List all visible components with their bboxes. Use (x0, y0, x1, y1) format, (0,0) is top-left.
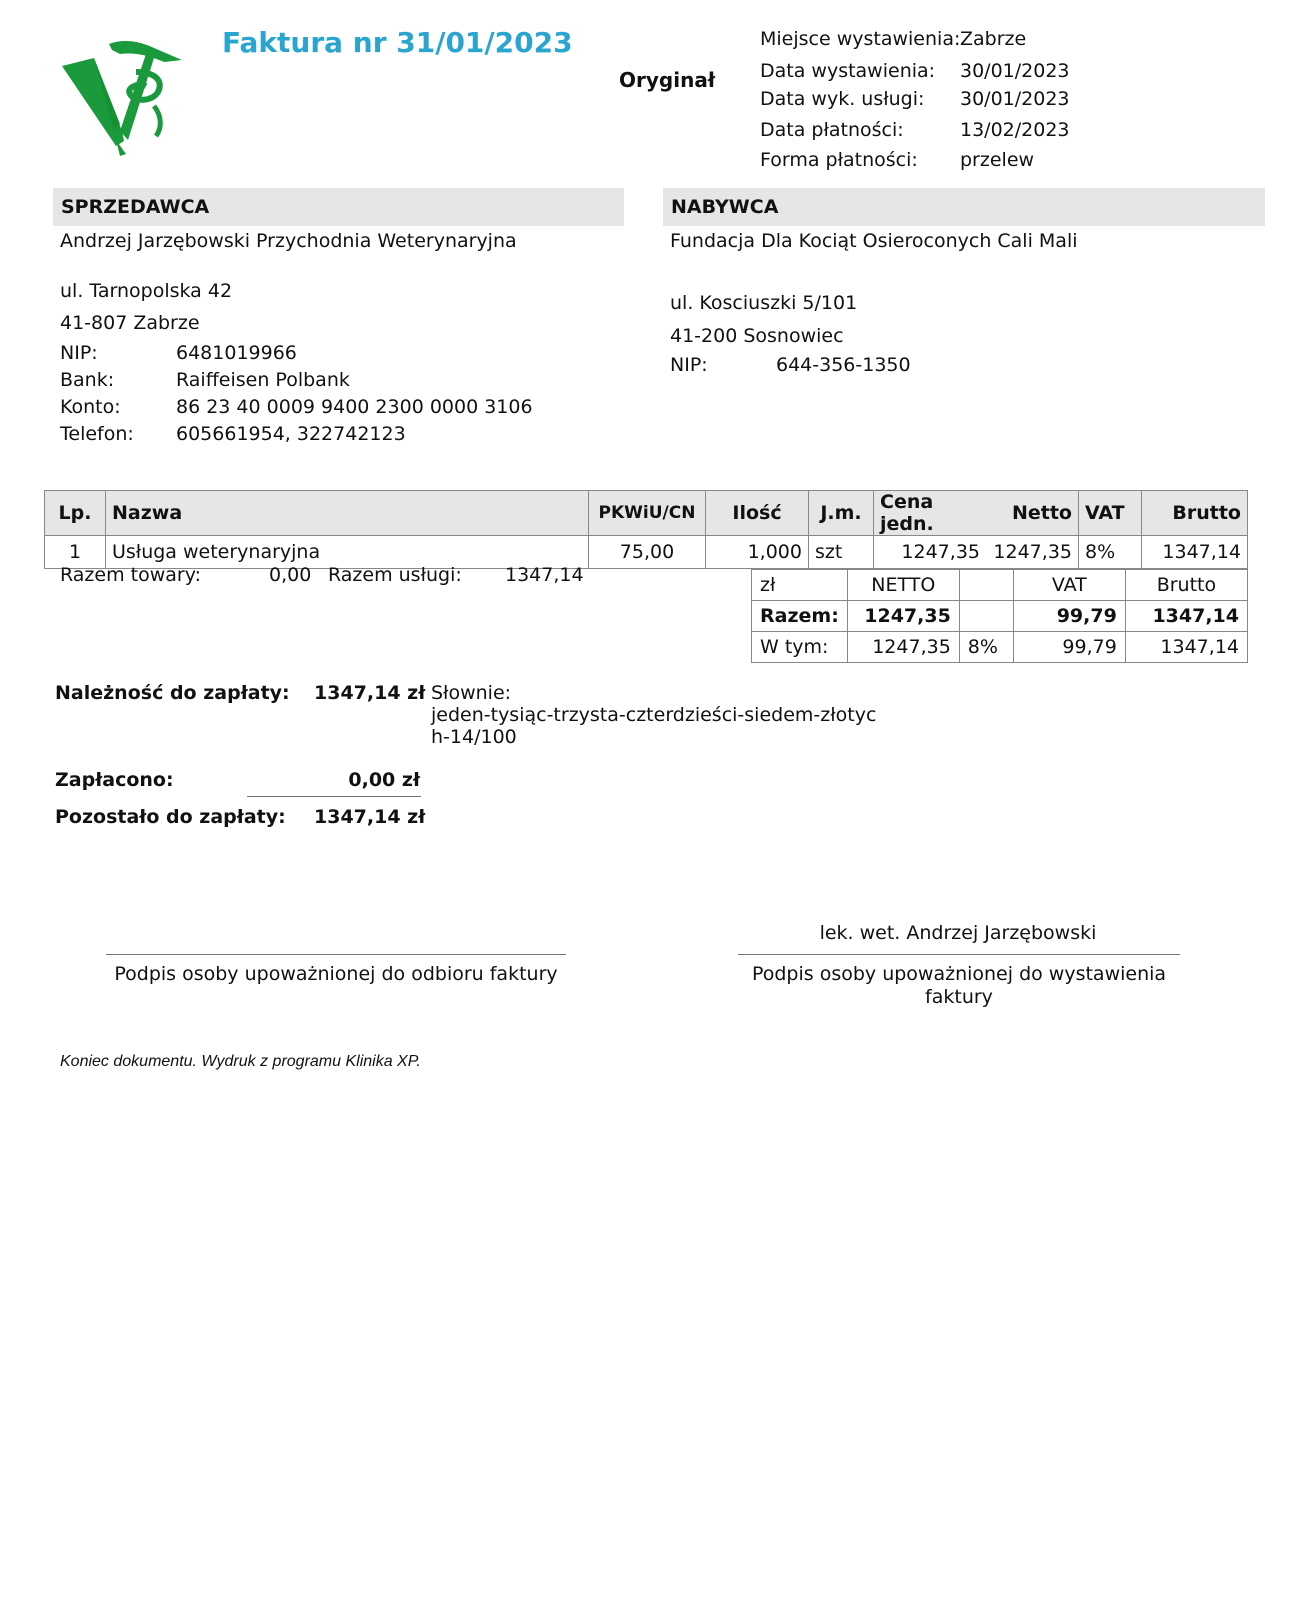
meta-value: 30/01/2023 (960, 60, 1070, 82)
amount-words-label: Słownie: (431, 682, 512, 704)
col-header: Brutto (1142, 491, 1248, 536)
meta-label: Data wyk. usługi: (760, 88, 925, 110)
seller-field-label: NIP: (60, 342, 98, 364)
seller-field-label: Konto: (60, 396, 121, 418)
meta-label: Data płatności: (760, 119, 904, 141)
cell-lp: 1 (45, 536, 106, 569)
col-header: Netto (986, 491, 1079, 536)
buyer-city: 41-200 Sosnowiec (670, 325, 844, 347)
table-row (45, 536, 1248, 569)
vat-total-rate (959, 601, 1013, 632)
vat-head-cell (959, 570, 1013, 601)
amount-words-line1: jeden-tysiąc-trzysta-czterdzieści-siedem-złotyc (431, 704, 877, 726)
items-table (44, 490, 1248, 569)
seller-phone: 605661954, 322742123 (176, 423, 406, 445)
vat-total-brutto: 1347,14 (1125, 601, 1247, 632)
vat-head-cell: VAT (1013, 570, 1125, 601)
issuer-signature-line (738, 954, 1180, 955)
issuer-signature-caption-line2: faktury (925, 986, 993, 1008)
cell-unit-price: 1247,35 (874, 536, 987, 569)
meta-value: 30/01/2023 (960, 88, 1070, 110)
vat-summary-table (751, 569, 1248, 663)
buyer-nip: 644-356-1350 (776, 354, 911, 376)
col-header: Lp. (45, 491, 106, 536)
seller-header: SPRZEDAWCA (53, 188, 624, 226)
seller-nip: 6481019966 (176, 342, 297, 364)
paid-value: 0,00 zł (348, 769, 420, 791)
col-header: Nazwa (106, 491, 589, 536)
col-header: Cena jedn. (874, 491, 987, 536)
veterinary-logo-icon (54, 36, 189, 161)
services-total-value: 1347,14 (505, 564, 584, 586)
col-header: VAT (1079, 491, 1142, 536)
meta-value: 13/02/2023 (960, 119, 1070, 141)
goods-total-label: Razem towary: (60, 564, 201, 586)
copy-label: Oryginał (619, 68, 716, 92)
seller-field-label: Telefon: (60, 423, 134, 445)
amount-words-line2: h-14/100 (431, 726, 517, 748)
buyer-nip-label: NIP: (670, 354, 708, 376)
remaining-label: Pozostało do zapłaty: (55, 806, 286, 828)
vat-total-row (752, 601, 1248, 632)
vat-header-row (752, 570, 1248, 601)
cell-netto: 1247,35 (986, 536, 1079, 569)
items-header-row (45, 491, 1248, 536)
issuer-name: lek. wet. Andrzej Jarzębowski (819, 922, 1097, 944)
goods-total-value: 0,00 (269, 564, 312, 586)
remaining-value: 1347,14 zł (314, 806, 426, 828)
vat-breakdown-vat: 99,79 (1013, 632, 1125, 663)
seller-city: 41-807 Zabrze (60, 312, 200, 334)
issuer-signature-caption-line1: Podpis osoby upoważnionej do wystawienia (751, 963, 1167, 985)
meta-label: Forma płatności: (760, 149, 918, 171)
vat-total-netto: 1247,35 (847, 601, 959, 632)
col-header: PKWiU/CN (589, 491, 706, 536)
vat-breakdown-label: W tym: (752, 632, 848, 663)
amount-due-label: Należność do zapłaty: (55, 682, 290, 704)
vat-breakdown-netto: 1247,35 (847, 632, 959, 663)
seller-name: Andrzej Jarzębowski Przychodnia Weterynaryjna (60, 230, 517, 252)
seller-street: ul. Tarnopolska 42 (60, 280, 233, 302)
cell-vat: 8% (1079, 536, 1142, 569)
meta-value: Zabrze (960, 28, 1027, 50)
seller-bank: Raiffeisen Polbank (176, 369, 350, 391)
amount-due-value: 1347,14 zł (314, 682, 426, 704)
vat-breakdown-rate: 8% (959, 632, 1013, 663)
vat-total-label: Razem: (752, 601, 848, 632)
meta-label: Miejsce wystawienia: (760, 28, 961, 50)
seller-field-label: Bank: (60, 369, 115, 391)
meta-value: przelew (960, 149, 1035, 171)
col-header: J.m. (809, 491, 874, 536)
buyer-header: NABYWCA (663, 188, 1265, 226)
cell-pkwiu: 75,00 (589, 536, 706, 569)
buyer-street: ul. Kosciuszki 5/101 (670, 292, 858, 314)
paid-label: Zapłacono: (55, 769, 174, 791)
cell-name: Usługa weterynaryjna (106, 536, 589, 569)
vat-head-cell: NETTO (847, 570, 959, 601)
cell-brutto: 1347,14 (1142, 536, 1248, 569)
vat-head-cell: zł (752, 570, 848, 601)
vat-breakdown-row (752, 632, 1248, 663)
seller-account: 86 23 40 0009 9400 2300 0000 3106 (176, 396, 533, 418)
buyer-name: Fundacja Dla Kociąt Osieroconych Cali Mali (670, 230, 1078, 252)
subtotal-divider (247, 796, 421, 797)
cell-unit: szt (809, 536, 874, 569)
invoice-title: Faktura nr 31/01/2023 (222, 26, 573, 59)
vat-head-cell: Brutto (1125, 570, 1247, 601)
document-footer: Koniec dokumentu. Wydruk z programu Klinika XP. (60, 1053, 421, 1070)
receiver-signature-line (106, 954, 566, 955)
services-total-label: Razem usługi: (328, 564, 462, 586)
receiver-signature-caption: Podpis osoby upoważnionej do odbioru faktury (114, 963, 558, 985)
vat-breakdown-brutto: 1347,14 (1125, 632, 1247, 663)
col-header: Ilość (706, 491, 809, 536)
cell-qty: 1,000 (706, 536, 809, 569)
vat-total-vat: 99,79 (1013, 601, 1125, 632)
meta-label: Data wystawienia: (760, 60, 936, 82)
